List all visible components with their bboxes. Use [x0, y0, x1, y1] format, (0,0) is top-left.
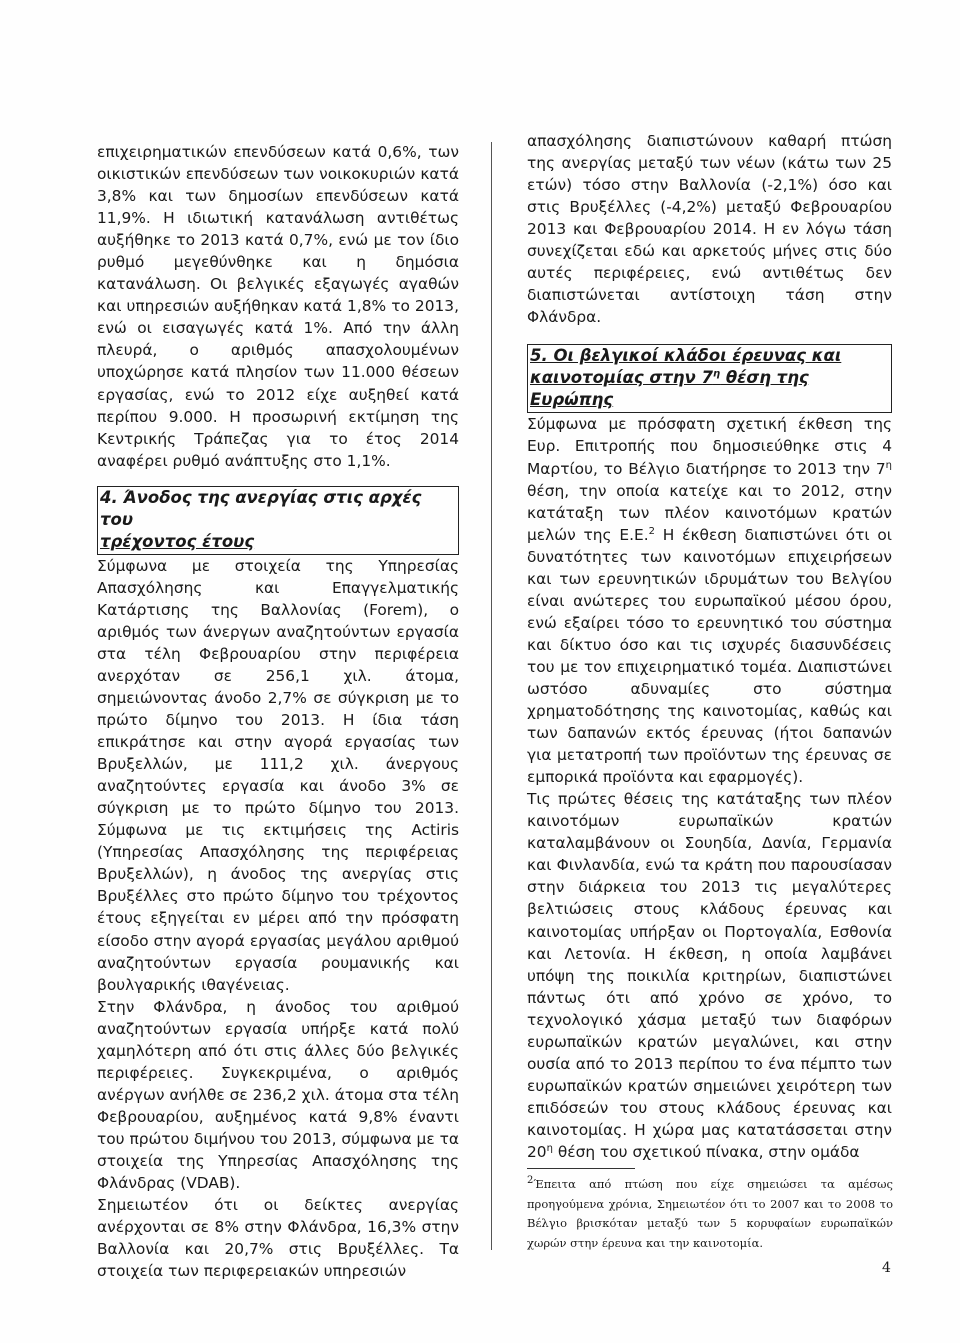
left-paragraph-2: Σύμφωνα με στοιχεία της Υπηρεσίας Απασχόλησης και Επαγγελματικής Κατάρτισης της Βαλλονίας (Forem), ο αριθμός των άνεργων αναζητούντων εργασία στα τέλη Φεβρουαρίου στην περιφέρεια ανερχόταν σε 256,1 χιλ. άτομα, σημειώνοντας άνοδο 2,7% σε σύγκριση με το πρώτο δίμηνο του 2013. Η ίδια τάση επικράτησε και στην αγορά εργασίας των Βρυξελλών, με 111,2 χιλ. άνεργους αναζητούντες εργασία και άνοδο 3% σε σύγκριση με το πρώτο δίμηνο του 2013. Σύμφωνα με τις εκτιμήσεις της Actiris (Υπηρεσίας Απασχόλησης της περιφέρειας Βρυξελλών), η άνοδος της ανεργίας στις Βρυξέλλες στο πρώτο δίμηνο του τρέχοντος έτους εξηγείται εν μέρει από την πρόσφατη είσοδο στην αγορά εργασίας μεγάλου αριθμού αναζητούντων εργασία ρουμανικής και βουλγαρικής ιθαγένειας. — [97, 556, 459, 994]
left-column — [97, 141, 459, 1282]
footnote-reference: 2 — [648, 525, 655, 537]
right-paragraph-2-part-1: Σύμφωνα με πρόσφατη σχετική έκθεση της Ευρ. Επιτροπής που δημοσιεύθηκε στις 4 Μαρτίου, το Βέλγιο διατήρησε το 2013 την 7 — [527, 415, 892, 478]
right-paragraph-3 — [527, 788, 892, 1163]
section-4-heading-line-1: 4. Άνοδος της ανεργίας στις αρχές του — [100, 487, 422, 529]
right-paragraph-3-superscript: η — [546, 1142, 553, 1154]
right-paragraph-3-part-1: Τις πρώτες θέσεις της κατάταξης των πλέον καινοτόμων ευρωπαϊκών κρατών καταλαμβάνουν οι Σουηδία, Δανία, Γερμανία και Φινλανδία, ενώ τα κράτη που παρουσίασαν στην διάρκεια του 2013 τις μεγαλύτερες βελτιώσεις στους κλάδους έρευνας και καινοτομίας υπήρξαν οι Πορτογαλία, Εσθονία και Λετονία. Η έκθεση, η οποία λαμβάνει υπόψη της ποικιλία κριτηρίων, διαπιστώνει πάντως ότι από χρόνο σε χρόνο, το τεχνολογικό χάσμα μεταξύ των διαφόρων ευρωπαϊκών κρατών μεγαλώνει, και στην ουσία από το 2013 περίπου το ένα πέμπτο των ευρωπαϊκών κρατών σημειώνει χειρότερη των επιδόσεών του στους κλάδους έρευνας και καινοτομίας. Η χώρα μας κατατάσσεται στην 20 — [527, 790, 892, 1161]
section-5-heading-line-2 — [530, 368, 809, 409]
right-paragraph-2-superscript-1: η — [885, 459, 892, 471]
footnote-text: Έπειτα από πτώση που είχε σημειώσει τα αμέσως προηγούμενα χρόνια, Σημειωτέον ότι το 2007 και το 2008 το Βέλγιο βρισκόταν μεταξύ των 5 κορυφαίων ευρωπαϊκών χωρών στην έρευνα και την καινοτομία. — [527, 1177, 893, 1250]
right-paragraph-2 — [527, 413, 892, 788]
section-4-heading — [97, 486, 459, 555]
left-paragraph-4: Σημειωτέον ότι οι δείκτες ανεργίας ανέρχονται σε 8% στην Φλάνδρα, 16,3% στην Βαλλονία και 20,7% στις Βρυξέλλες. Τα στοιχεία των περιφερειακών υπηρεσιών — [97, 1196, 459, 1281]
right-column — [527, 130, 892, 1163]
right-paragraph-2-part-2: θέση, την οποία κατείχε και το 2012, στην κατάταξη των πλέον καινοτόμων κρατών μελών της Ε.Ε. — [527, 481, 892, 544]
column-divider — [491, 142, 492, 1250]
section-5-heading-superscript: η — [712, 368, 721, 380]
section-5-heading-line-2-end: θέση της Ευρώπης — [530, 368, 809, 410]
footnote — [527, 1175, 893, 1253]
page-number: 4 — [882, 1260, 891, 1276]
section-5-heading-line-2-start: καινοτομίας στην 7 — [530, 368, 713, 388]
left-paragraph-1: επιχειρηματικών επενδύσεων κατά 0,6%, των οικιστικών επενδύσεων των νοικοκυριών κατά 3,8% και των δημοσίων επενδύσεων κατά 11,9%. Η ιδιωτική κατανάλωση αντιθέτως αυξήθηκε το 2013 κατά 0,7%, ενώ με τον ίδιο ρυθμό μεγεθύνθηκε και η δημόσια κατανάλωση. Οι βελγικές εξαγωγές αγαθών και υπηρεσιών αυξήθηκαν κατά 1,8% το 2013, ενώ οι εισαγωγές κατά 1%. Από την άλλη πλευρά, ο αριθμός απασχολουμένων υποχώρησε κατά πλησίον των 11.000 θέσεων εργασίας, ενώ το 2012 είχε αυξηθεί κατά περίπου 9.000. Η προσωρινή εκτίμηση της Κεντρικής Τράπεζας για το έτος 2014 αναφέρει ρυθμό ανάπτυξης στο 1,1%. — [97, 143, 459, 470]
footnote-rule — [527, 1168, 635, 1169]
section-5-heading — [527, 344, 892, 413]
right-paragraph-2-part-3: Η έκθεση διαπιστώνει ότι οι δυνατότητες των καινοτόμων επιχειρήσεων και των ερευνητικών ιδρυμάτων του Βελγίου είναι ανώτερες του ευρωπαϊκού μέσου όρου, ενώ εξαίρει τόσο το ερευνητικό του σύστημα και δίκτυο όσο και τις ισχυρές διασυνδέσεις του με τον επιχειρηματικό τομέα. Διαπιστώνει ωστόσο αδυναμίες στο σύστημα χρηματοδότησης της καινοτομίας, καθώς και των δαπανών εκτός έρευνας (ήτοι δαπανών για μετατροπή των προϊόντων της έρευνας σε εμπορικά προϊόντα και εφαρμογές). — [527, 525, 892, 787]
section-5-heading-line-1: 5. Οι βελγικοί κλάδοι έρευνας και — [530, 346, 842, 366]
left-paragraph-3: Στην Φλάνδρα, η άνοδος του αριθμού αναζητούντων εργασία υπήρξε κατά πολύ χαμηλότερη από ότι στις άλλες δύο βελγικές περιφέρειες. Συγκεκριμένα, ο αριθμός ανέργων ανήλθε σε 236,2 χιλ. άτομα στα τέλη Φεβρουαρίου, αυξημένος κατά 9,8% έναντι του πρώτου διμήνου του 2013, σύμφωνα με τα στοιχεία της Υπηρεσίας Απασχόλησης της Φλάνδρας (VDAB). — [97, 997, 459, 1193]
right-paragraph-1: απασχόλησης διαπιστώνουν καθαρή πτώση της ανεργίας μεταξύ των νέων (κάτω των 25 ετών) τόσο στην Βαλλονία (-2,1%) όσο και στις Βρυξέλλες (-4,2%) μεταξύ Φεβρουαρίου 2013 και Φεβρουαρίου 2014. Η εν λόγω τάση συνεχίζεται εδώ και αρκετούς μήνες στις δύο αυτές περιφέρειες, ενώ αντιθέτως δεν διαπιστώνεται αντίστοιχη τάση στην Φλάνδρα. — [527, 132, 892, 327]
section-4-heading-line-2: τρέχοντος έτους — [100, 531, 255, 551]
right-paragraph-3-part-2: θέση του σχετικού πίνακα, στην ομάδα — [552, 1142, 860, 1161]
footnote-marker: 2 — [527, 1175, 534, 1187]
